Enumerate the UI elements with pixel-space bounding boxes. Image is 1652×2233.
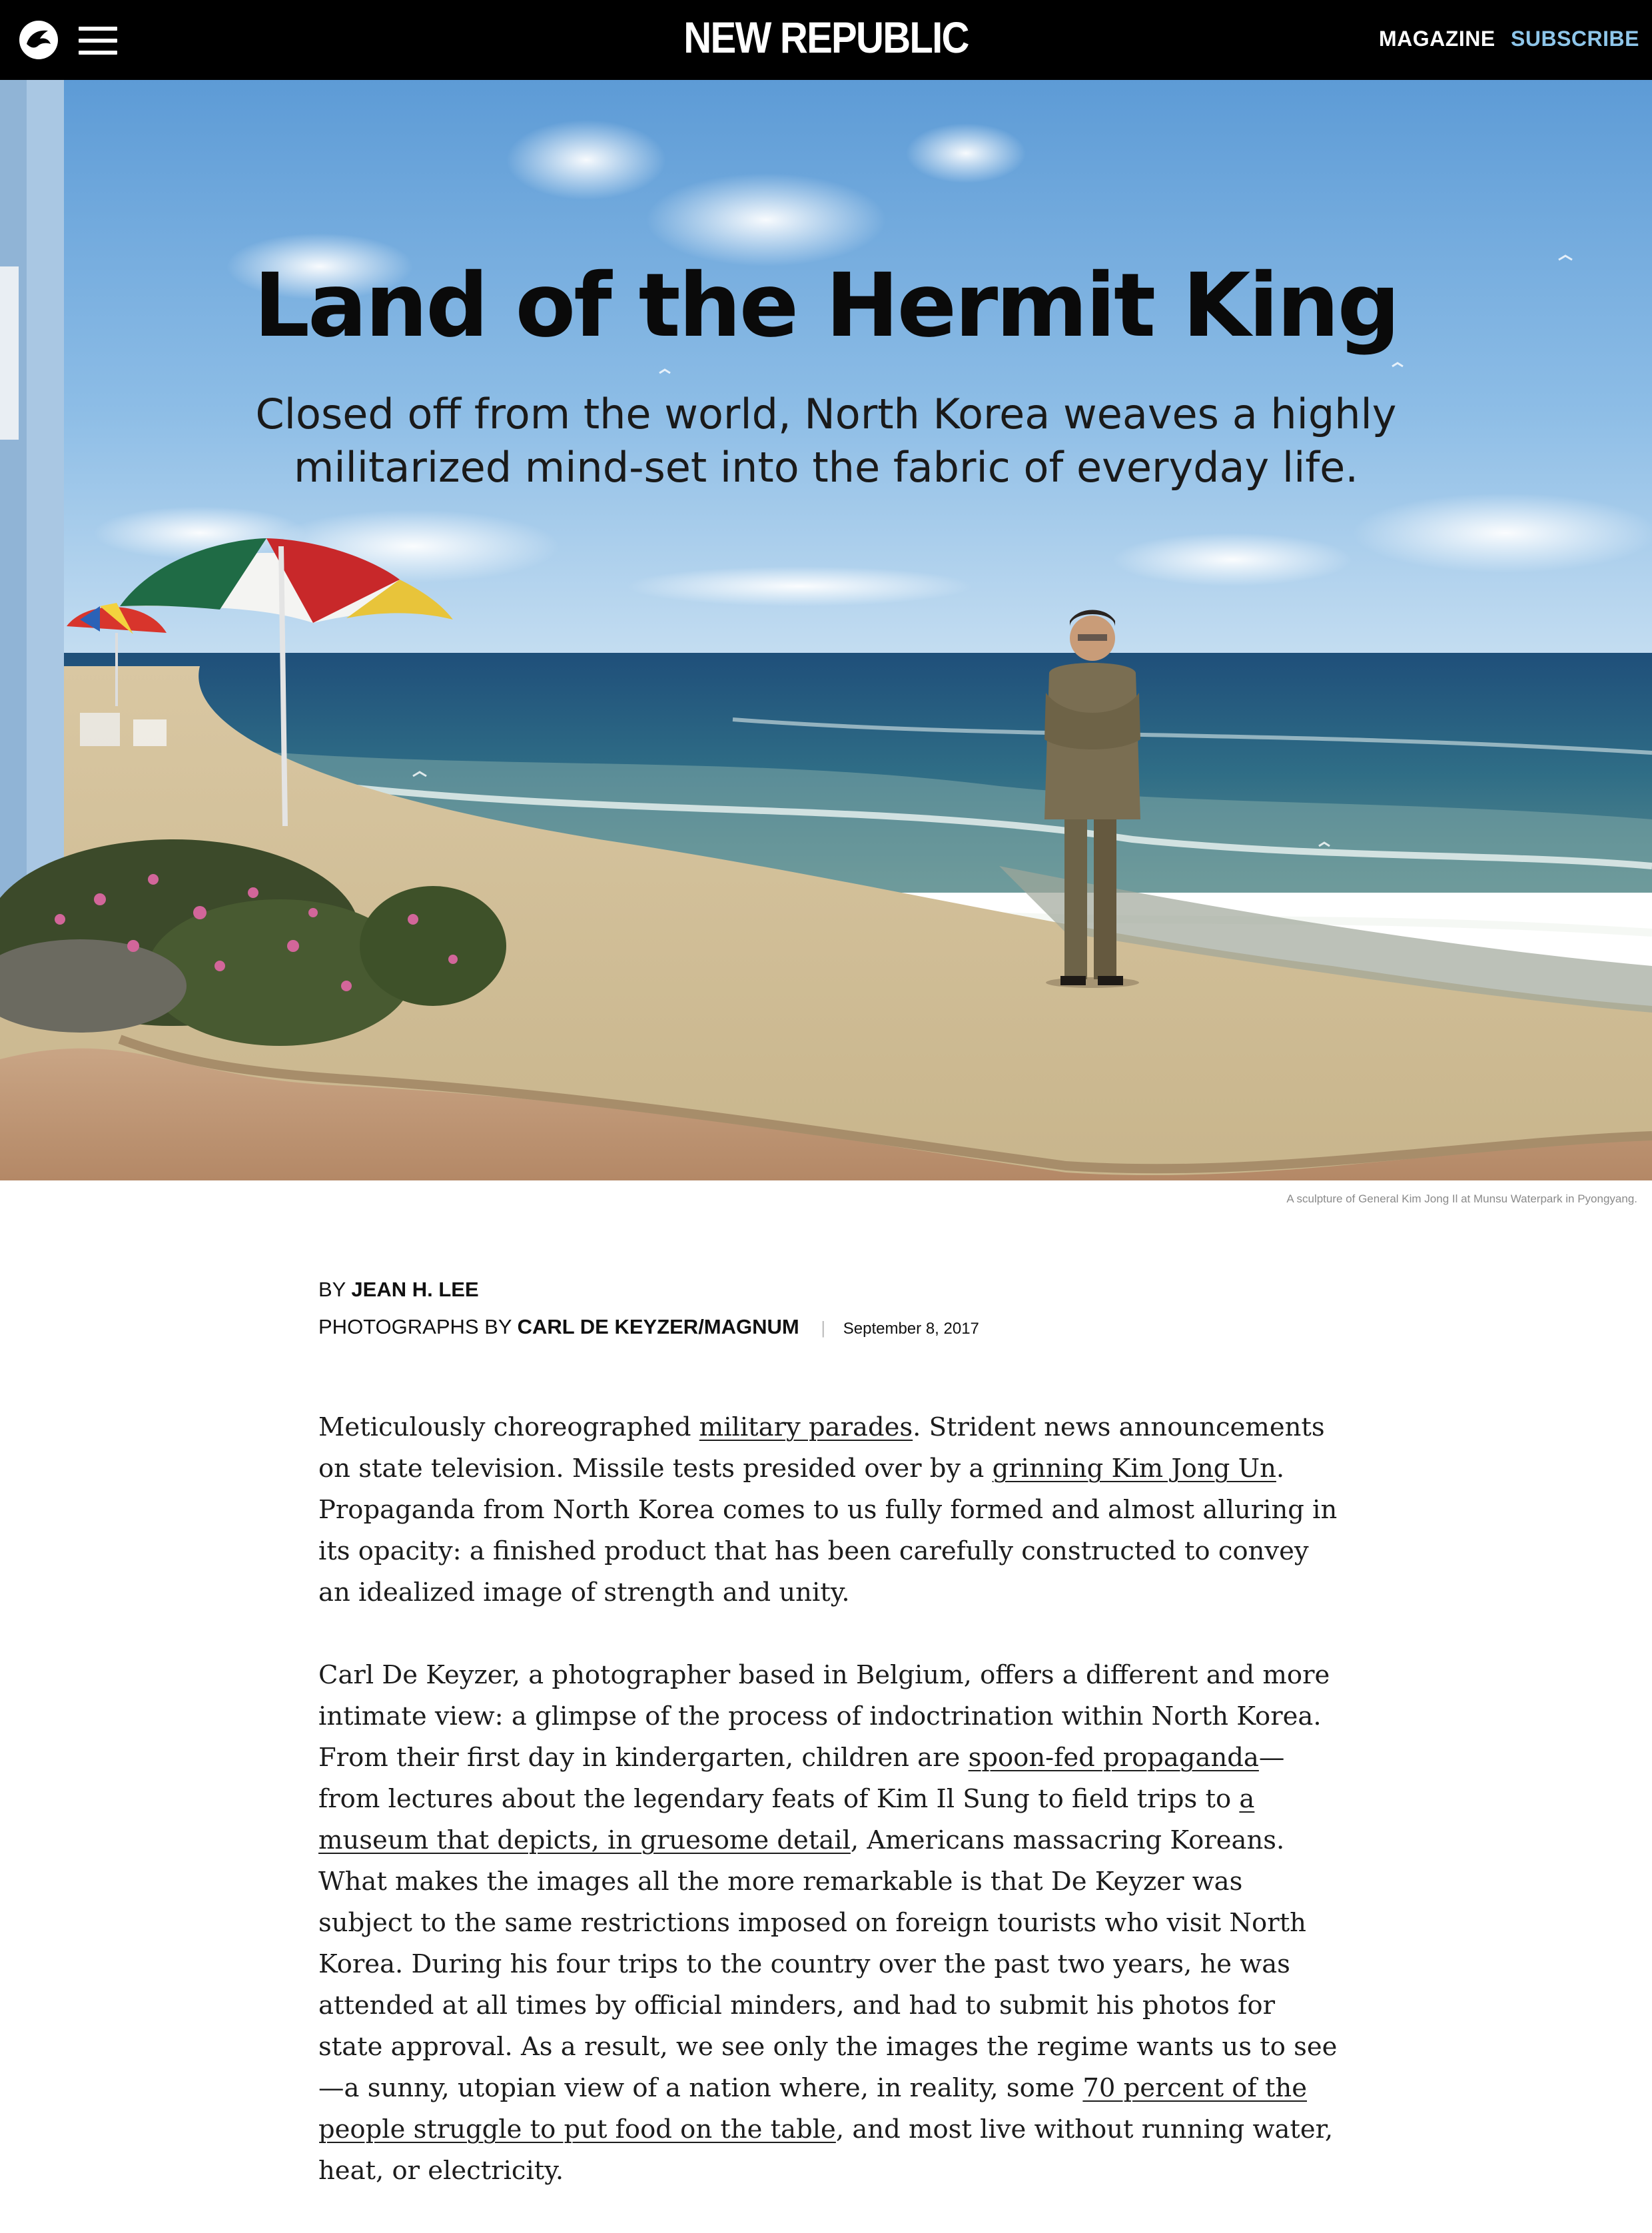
masthead-logo[interactable]: NEW REPUBLIC [683, 13, 969, 62]
new-republic-logo-icon[interactable] [17, 19, 60, 61]
paragraph-text: . Propaganda from North Korea comes to us fully formed and almost alluring in its opacity: a finished product that has been carefully constructed to convey an idealized image of strength and unity. [318, 1454, 1338, 1607]
author-name-link[interactable]: JEAN H. LEE [351, 1278, 479, 1301]
photo-byline [318, 1315, 979, 1339]
photos-prefix: PHOTOGRAPHS BY [318, 1315, 512, 1338]
spoon-fed-propaganda-link[interactable]: spoon-fed propaganda [968, 1743, 1259, 1773]
paragraph-text: Carl De Keyzer, a photographer based in Belgium, offers a different and more intimate view: a glimpse of the process of indoctrination within North Korea. From their first day in kindergarten, children are [318, 1660, 1330, 1773]
article-headline: Land of the Hermit King [253, 254, 1399, 357]
grinning-kim-jong-un-link[interactable]: grinning Kim Jong Un [992, 1454, 1276, 1484]
byline-separator: | [821, 1318, 826, 1338]
article-dek: Closed off from the world, North Korea weaves a highly militarized mind-set into the fabric of everyday life. [255, 390, 1397, 492]
byline-prefix: BY [318, 1278, 346, 1301]
top-nav-bar [0, 0, 1652, 80]
hero-illustration [0, 80, 1652, 1180]
author-byline [318, 1278, 479, 1302]
photographer-name-link[interactable]: CARL DE KEYZER/MAGNUM [517, 1315, 799, 1338]
paragraph-text: , and most live without running water, heat, or electricity. [318, 2114, 1334, 2186]
subscribe-link[interactable]: SUBSCRIBE [1511, 27, 1639, 51]
paragraph-text: —from lectures about the legendary feats of Kim Il Sung to field trips to [318, 1743, 1285, 1814]
article-body [318, 1407, 1344, 2233]
article-paragraph-1 [318, 1407, 1344, 1613]
hero-caption: A sculpture of General Kim Jong Il at Munsu Waterpark in Pyongyang. [1286, 1192, 1637, 1205]
article-paragraph-2 [318, 1655, 1344, 2192]
paragraph-text: , Americans massacring Koreans. What makes the images all the more remarkable is that De Keyzer was subject to the same restrictions imposed on foreign tourists who visit North Korea. During his four trips to the country over the past two years, he was attended at all times by official minders, and had to submit his photos for state approval. As a result, we see only the images the regime wants us to see—a sunny, utopian view of a nation where, in reality, some [318, 1825, 1338, 2103]
hero-image [0, 80, 1652, 1180]
publish-date: September 8, 2017 [843, 1320, 979, 1338]
museum-link[interactable]: a museum that depicts, in gruesome detail [318, 1784, 1255, 1855]
magazine-link[interactable]: MAGAZINE [1379, 27, 1495, 51]
food-insecurity-link[interactable]: 70 percent of the people struggle to put food on the table [318, 2073, 1307, 2144]
paragraph-text: Meticulously choreographed [318, 1412, 699, 1442]
paragraph-text: . Strident news announcements on state television. Missile tests presided over by a [318, 1412, 1325, 1484]
military-parades-link[interactable]: military parades [699, 1412, 913, 1442]
